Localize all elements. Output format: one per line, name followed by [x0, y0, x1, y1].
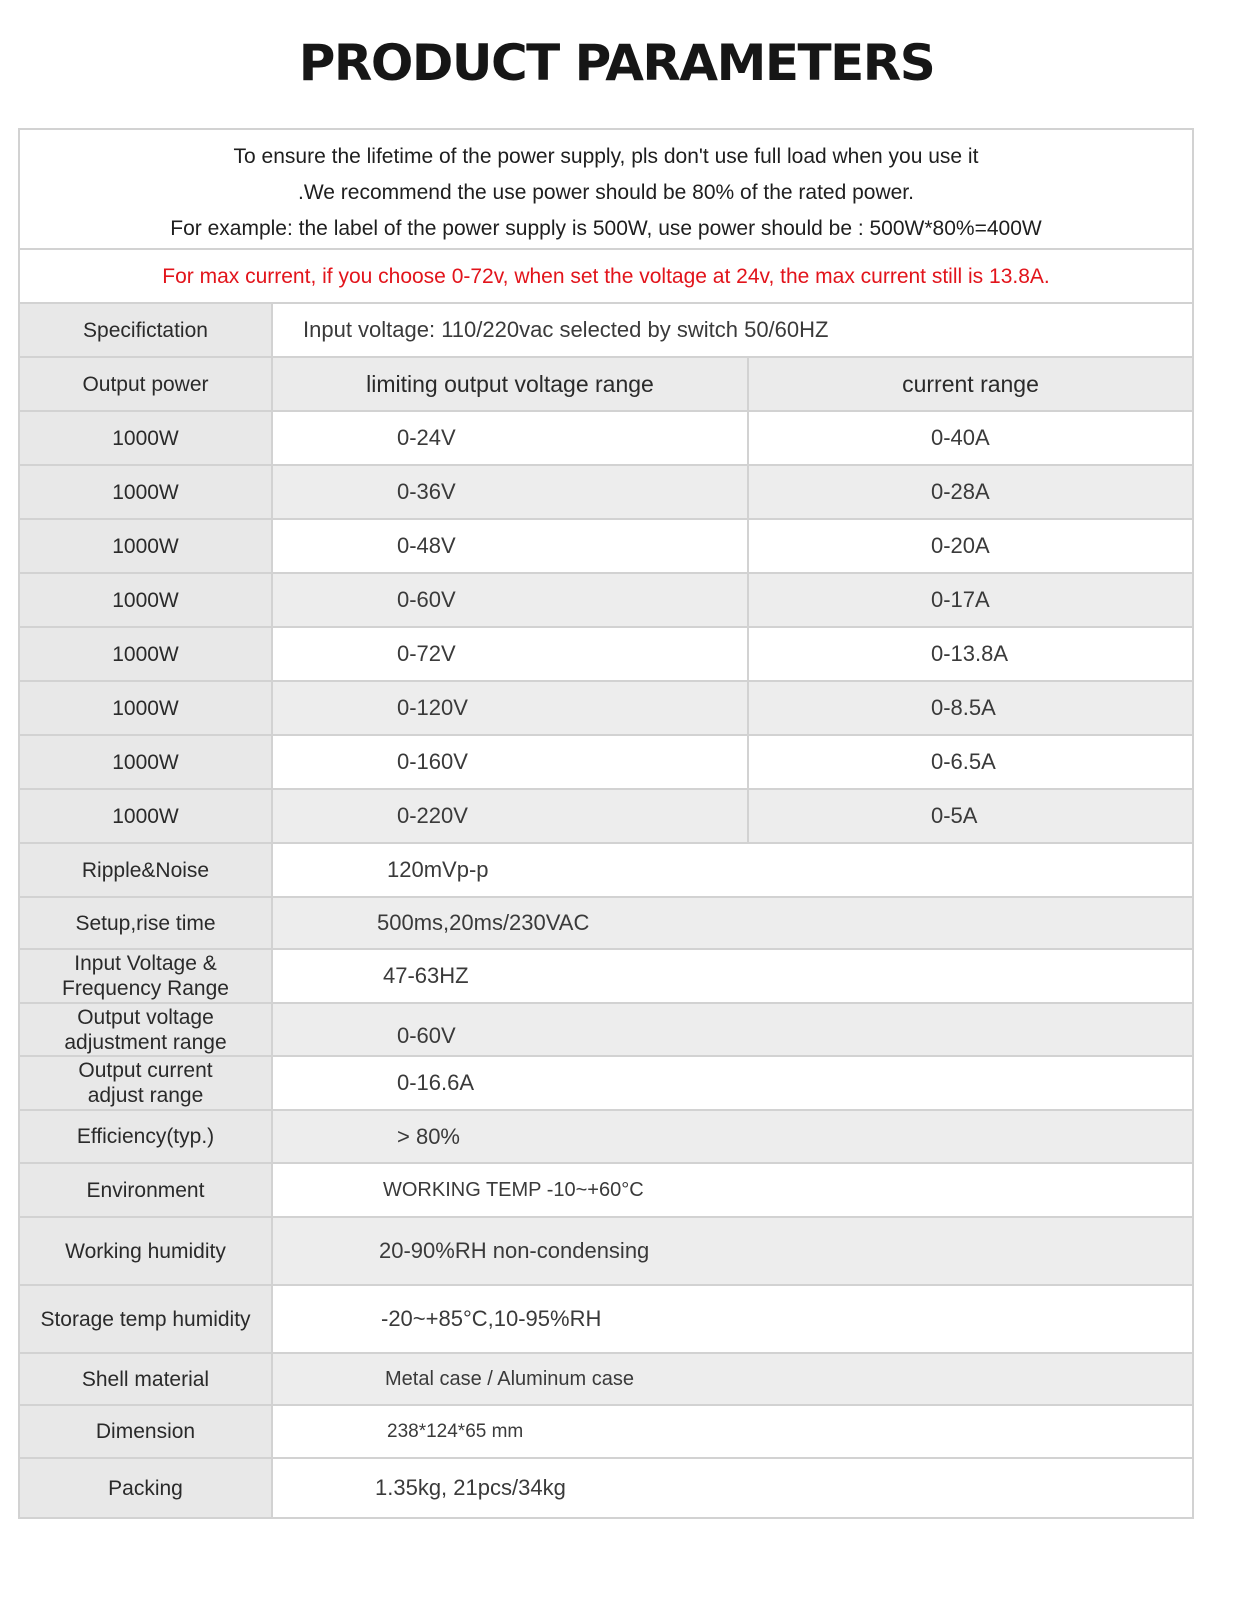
usage-note-line-3: For example: the label of the power supply is 500W, use power should be : 500W*80%=400W [170, 217, 1042, 240]
model-row [20, 682, 1192, 736]
model-current: 0-13.8A [931, 641, 1009, 666]
model-power: 1000W [20, 520, 273, 572]
param-label: Output current adjust range [20, 1057, 273, 1109]
model-voltage: 0-120V [273, 682, 749, 734]
model-power: 1000W [20, 682, 273, 734]
spec-row [20, 304, 1192, 358]
usage-note-line-2: .We recommend the use power should be 80% of the rated power. [298, 181, 914, 204]
param-value: 20-90%RH non-condensing [273, 1218, 1192, 1284]
param-row-dimension [20, 1406, 1192, 1459]
model-row [20, 628, 1192, 682]
param-label: Setup,rise time [20, 898, 273, 948]
param-row-efficiency [20, 1111, 1192, 1164]
param-value: 0-60V [273, 1004, 1192, 1055]
param-value: 120mVp-p [387, 857, 489, 882]
param-row-storage [20, 1286, 1192, 1354]
model-power: 1000W [20, 790, 273, 842]
param-label: Environment [20, 1164, 273, 1216]
model-power: 1000W [20, 574, 273, 626]
model-voltage: 0-48V [273, 520, 749, 572]
param-row-working-humidity [20, 1218, 1192, 1286]
param-row-current-adjust [20, 1057, 1192, 1111]
spec-label: Specifictation [20, 304, 273, 356]
usage-note [20, 130, 1192, 250]
model-power: 1000W [20, 628, 273, 680]
param-label: Ripple&Noise [20, 844, 273, 896]
output-power-header: Output power [20, 358, 273, 410]
model-current: 0-8.5A [931, 695, 996, 720]
param-row-packing [20, 1459, 1192, 1517]
page-title: PRODUCT PARAMETERS [298, 34, 935, 92]
param-value: 0-16.6A [397, 1070, 475, 1095]
model-voltage: 0-36V [273, 466, 749, 518]
voltage-range-header: limiting output voltage range [273, 358, 749, 410]
current-range-header: current range [902, 370, 1039, 397]
param-value: 1.35kg, 21pcs/34kg [375, 1475, 566, 1500]
param-value: -20~+85°C,10-95%RH [381, 1306, 602, 1331]
param-label: Efficiency(typ.) [20, 1111, 273, 1162]
model-power: 1000W [20, 736, 273, 788]
model-power: 1000W [20, 466, 273, 518]
param-row-voltage-adjust [20, 1004, 1192, 1057]
param-value: 238*124*65 mm [387, 1420, 524, 1442]
model-row [20, 412, 1192, 466]
param-label: Shell material [20, 1354, 273, 1404]
model-voltage: 0-220V [273, 790, 749, 842]
model-current: 0-5A [931, 803, 978, 828]
spec-value: Input voltage: 110/220vac selected by switch 50/60HZ [303, 317, 829, 342]
model-voltage: 0-60V [273, 574, 749, 626]
param-value: Metal case / Aluminum case [273, 1354, 1192, 1404]
param-row-setup [20, 898, 1192, 950]
param-label: Packing [20, 1459, 273, 1517]
param-row-input-frequency [20, 950, 1192, 1004]
param-label: Output voltage adjustment range [20, 1004, 273, 1055]
model-voltage: 0-160V [273, 736, 749, 788]
param-value: WORKING TEMP -10~+60°C [383, 1178, 644, 1201]
param-row-ripple [20, 844, 1192, 898]
model-current: 0-40A [931, 425, 990, 450]
model-voltage: 0-24V [273, 412, 749, 464]
param-value: > 80% [273, 1111, 1192, 1162]
model-row [20, 520, 1192, 574]
parameters-table [18, 128, 1194, 1519]
usage-note-line-1: To ensure the lifetime of the power supply, pls don't use full load when you use it [233, 145, 979, 168]
param-value: 47-63HZ [383, 963, 469, 988]
param-label: Working humidity [20, 1218, 273, 1284]
model-current: 0-6.5A [931, 749, 996, 774]
model-power: 1000W [20, 412, 273, 464]
model-row [20, 790, 1192, 844]
param-label: Storage temp humidity [20, 1286, 273, 1352]
model-row [20, 574, 1192, 628]
model-row [20, 736, 1192, 790]
model-current: 0-28A [931, 479, 990, 504]
max-current-warning: For max current, if you choose 0-72v, when set the voltage at 24v, the max current still is 13.8A. [20, 250, 1192, 304]
model-row [20, 466, 1192, 520]
param-label: Input Voltage & Frequency Range [20, 950, 273, 1002]
model-current: 0-17A [931, 587, 990, 612]
param-value: 500ms,20ms/230VAC [273, 898, 1192, 948]
output-header-row [20, 358, 1192, 412]
model-voltage: 0-72V [273, 628, 749, 680]
param-label: Dimension [20, 1406, 273, 1457]
param-row-shell [20, 1354, 1192, 1406]
param-row-environment [20, 1164, 1192, 1218]
model-current: 0-20A [931, 533, 990, 558]
